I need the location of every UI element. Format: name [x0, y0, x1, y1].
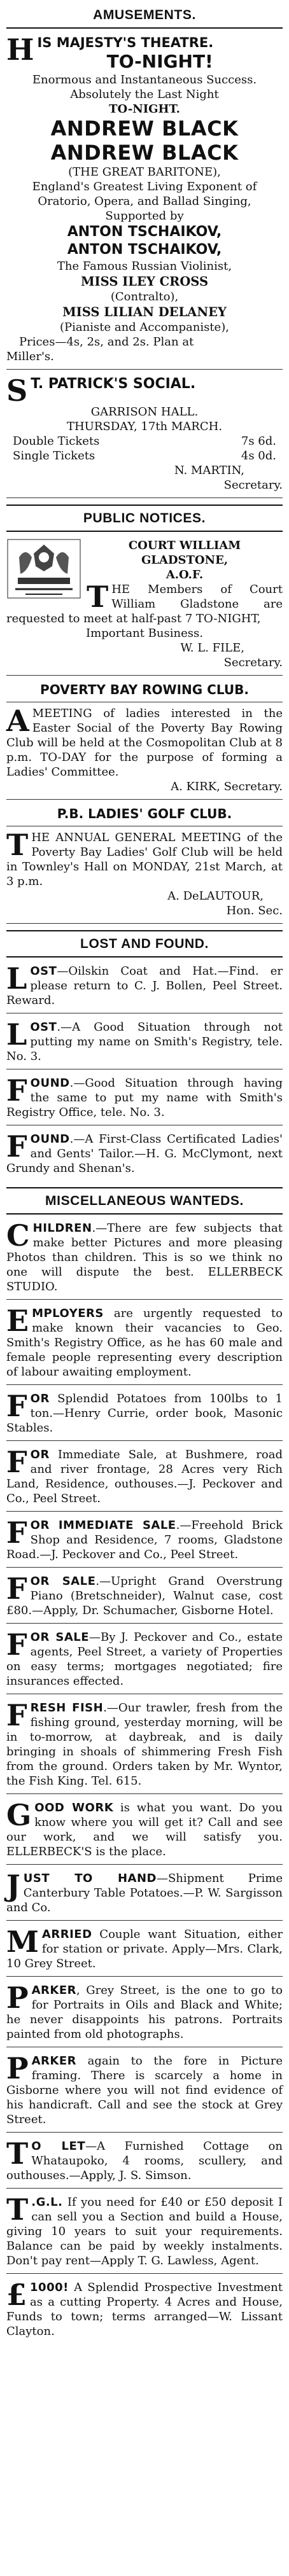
found-text: .—A First-Class Certificated Ladies' and Gents' Tailor.—H. G. McClymont, next Grundy and Shenan's.	[6, 1132, 283, 1175]
theatre-perf2: ANTON TSCHAIKOV,	[67, 242, 222, 258]
lost-text: —Oilskin Coat and Hat.—Find. er please return to C. J. Bollen, Peel Street. Reward.	[6, 964, 283, 1007]
wanted-text: —Shipment Prime Canterbury Table Potatoes.—P. W. Sargisson and Co.	[6, 1872, 283, 1914]
theatre-perf-desc: The Famous Russian Violinist,	[57, 260, 232, 273]
social-signer: N. MARTIN,	[174, 464, 244, 477]
wanted-item	[6, 2051, 283, 2133]
wanted-item	[6, 1218, 283, 1300]
wanted-drop-cap: F	[6, 1389, 27, 1423]
wanted-lead: RESH FISH	[30, 1701, 104, 1715]
golf-role: Hon. Sec.	[226, 904, 283, 917]
court-role: Secretary.	[223, 656, 283, 669]
wanted-item	[6, 1515, 283, 1568]
found-drop-cap: F	[6, 1129, 27, 1164]
theatre-prices2: Miller's.	[6, 350, 54, 363]
theatre-star2: ANDREW BLACK	[50, 141, 239, 165]
lodge-crest-icon	[6, 538, 81, 599]
theatre-drop-cap: H	[6, 32, 34, 67]
theatre-pianist-desc: (Pianiste and Accompaniste),	[60, 321, 229, 334]
wanted-item	[6, 1306, 283, 1385]
court-head2: GLADSTONE,	[141, 553, 229, 567]
wanted-drop-cap: T	[6, 2136, 29, 2171]
wanted-lead: MPLOYERS	[32, 1307, 104, 1320]
rowing-advert	[6, 682, 283, 800]
theatre-line1: Enormous and Instantaneous Success.	[32, 73, 257, 87]
section-heading-misc-wanteds: MISCELLANEOUS WANTEDS.	[6, 1187, 283, 1215]
golf-signer: A. DeLAUTOUR,	[167, 889, 264, 903]
wanted-lead: OR SALE	[30, 1631, 90, 1644]
theatre-singer: MISS ILEY CROSS	[80, 274, 209, 289]
wanted-drop-cap: J	[6, 1869, 20, 1903]
found-text: .—Good Situation through having the same to put my name with Smith's Registry Office, tele. No. 3.	[6, 1076, 283, 1119]
wanted-text: —By J. Peckover and Co., estate agents, Peel Street, a variety of Properties on easy terms; mortgages negotiated; fire insurances effected.	[6, 1631, 283, 1688]
theatre-perf1: ANTON TSCHAIKOV,	[67, 224, 222, 240]
found-item	[6, 1129, 283, 1181]
social-single-row	[6, 449, 283, 463]
wanted-item	[6, 1698, 283, 1794]
wanted-drop-cap: T	[6, 2192, 29, 2227]
lost-item	[6, 1017, 283, 1069]
wanted-lead: UST TO HAND	[23, 1872, 157, 1885]
wanted-list	[6, 1218, 283, 2344]
theatre-singer-desc: (Contralto),	[110, 290, 179, 303]
lost-lead: OST	[30, 964, 57, 978]
social-drop-cap: S	[6, 373, 28, 408]
wanted-lead: OR SALE	[30, 1575, 96, 1588]
social-double-row	[6, 434, 283, 449]
theatre-line2: Absolutely the Last Night	[70, 88, 219, 101]
wanted-item	[6, 1447, 283, 1512]
wanted-drop-cap: F	[6, 1445, 27, 1479]
social-double-price: 7s 6d.	[241, 435, 276, 448]
wanted-item	[6, 1391, 283, 1441]
court-signer: W. L. FILE,	[180, 641, 244, 655]
section-heading-public-notices: PUBLIC NOTICES.	[6, 505, 283, 532]
wanted-item	[6, 1800, 283, 1865]
wanted-lead: OR	[30, 1392, 50, 1405]
section-heading-amusements: AMUSEMENTS.	[6, 3, 283, 29]
court-advert	[6, 538, 283, 676]
social-title: T. PATRICK'S SOCIAL.	[31, 376, 196, 392]
social-single-label: Single Tickets	[13, 449, 95, 463]
wanted-text: , Grey Street, is the one to go to for Portraits in Oils and Black and White; he never disappoints his patrons. Portraits painted from old photographs.	[6, 1984, 283, 2041]
wanted-text: .—Upright Grand Overstrung Piano (Bretschneider), Walnut case, cost £80.—Apply, Dr. Schumacher, Gisborne Hotel.	[6, 1575, 283, 1617]
wanted-drop-cap: F	[6, 1571, 27, 1606]
court-drop-cap: T	[87, 580, 109, 614]
golf-body	[6, 830, 283, 889]
wanted-text: Immediate Sale, at Bushmere, road and river frontage, 28 Acres very Rich Land, Residence, outhouses.—J. Peckover and Co., Peel Street.	[6, 1448, 283, 1505]
wanted-drop-cap: F	[6, 1698, 27, 1732]
wanted-item	[6, 1983, 283, 2047]
found-lead: OUND	[30, 1076, 70, 1090]
wanted-lead: ARKER	[31, 2054, 76, 2068]
rowing-body-text: MEETING of ladies interested in the Easter Social of the Poverty Bay Rowing Club will be held at the Cosmopolitan Club at 8 p.m. TO-DAY for the purpose of forming a Ladies' Committee.	[6, 707, 283, 779]
wanted-text: .—There are few subjects that make better Pictures and more pleasing Photos than children. This is so we think no one will dispute the best. ELLERBECK STUDIO.	[6, 1222, 283, 1293]
found-drop-cap: F	[6, 1073, 27, 1108]
lost-drop-cap: L	[6, 1017, 27, 1052]
court-head3: A.O.F.	[166, 568, 204, 581]
rowing-body	[6, 706, 283, 779]
wanted-lead: OR	[30, 1448, 50, 1461]
wanted-item	[6, 1571, 283, 1624]
wanted-text: is what you want. Do you know where you will get it? Call and see our work, and we will satisfy you. ELLERBECK'S is the place.	[6, 1801, 283, 1858]
court-head1: COURT WILLIAM	[128, 539, 241, 552]
wanted-drop-cap: P	[6, 1981, 29, 2015]
theatre-prices: Prices—4s, 2s, and 2s. Plan at	[19, 335, 194, 349]
wanted-item	[6, 1927, 283, 1977]
lost-lead: OST	[30, 1020, 57, 1034]
social-title-line	[6, 373, 283, 408]
lost-drop-cap: L	[6, 961, 27, 996]
wanted-drop-cap: F	[6, 1515, 27, 1550]
wanted-text: again to the fore in Picture framing. There is scarcely a home in Gisborne where you will not find evidence of his handicraft. Call and see the stock at Grey Street.	[6, 2054, 283, 2126]
wanted-item	[6, 1871, 283, 1921]
wanted-text: are urgently requested to make known their vacancies to Geo. Smith's Registry Office, as he has 60 male and female people representing every description of labour awaiting employment.	[6, 1307, 283, 1379]
social-single-price: 4s 0d.	[241, 449, 276, 463]
lost-found-list	[6, 961, 283, 1181]
theatre-desc3: Supported by	[105, 209, 184, 223]
wanted-item	[6, 1627, 283, 1694]
court-business: Important Business.	[86, 627, 203, 640]
section-heading-lost-found: LOST AND FOUND.	[6, 930, 283, 957]
wanted-text: Splendid Potatoes from 100lbs to 1 ton.—Henry Currie, order book, Masonic Stables.	[6, 1392, 283, 1435]
wanted-drop-cap: G	[6, 1798, 32, 1832]
wanted-drop-cap: M	[6, 1925, 39, 1959]
wanted-lead: .G.L.	[31, 2196, 63, 2209]
theatre-pianist: MISS LILIAN DELANEY	[62, 305, 227, 319]
golf-advert	[6, 806, 283, 924]
wanted-text: .—Freehold Brick Shop and Residence, 7 rooms, Gladstone Road.—J. Peckover and Co., Peel Street.	[6, 1519, 283, 1561]
theatre-advert	[6, 32, 283, 370]
wanted-lead: O LET	[31, 2140, 86, 2153]
golf-body-text: HE ANNUAL GENERAL MEETING of the Poverty Bay Ladies' Golf Club will be held in Townley's Hall on MONDAY, 21st March, at 3 p.m.	[6, 831, 283, 888]
court-body-text: HE Members of Court William Gladstone are requested to meet at half-past 7 TO-NIGHT,	[6, 583, 283, 625]
wanted-item	[6, 2192, 283, 2274]
wanted-drop-cap: £	[6, 2278, 27, 2312]
golf-title: P.B. LADIES' GOLF CLUB.	[6, 806, 283, 826]
wanted-item	[6, 2136, 283, 2189]
rowing-title: POVERTY BAY ROWING CLUB.	[6, 682, 283, 702]
golf-drop-cap: T	[6, 828, 29, 862]
wanted-drop-cap: P	[6, 2051, 29, 2085]
wanted-text: Couple want Situation, either for station or private. Apply—Mrs. Clark, 10 Grey Street.	[6, 1928, 283, 1970]
theatre-desc1: England's Greatest Living Exponent of	[32, 180, 257, 193]
theatre-desc2: Oratorio, Opera, and Ballad Singing,	[38, 195, 251, 208]
social-date: THURSDAY, 17th MARCH.	[66, 420, 223, 433]
wanted-drop-cap: C	[6, 1218, 30, 1253]
rowing-drop-cap: A	[6, 704, 29, 738]
wanted-lead: 1000!	[30, 2281, 69, 2294]
wanted-drop-cap: E	[6, 1304, 29, 1338]
wanted-lead: OR IMMEDIATE SALE	[30, 1519, 176, 1532]
lost-item	[6, 961, 283, 1013]
theatre-star-sub: (THE GREAT BARITONE),	[68, 165, 221, 179]
found-item	[6, 1073, 283, 1125]
wanted-lead: ARKER	[31, 1984, 76, 1997]
wanted-lead: ARRIED	[41, 1928, 92, 1941]
found-lead: OUND	[30, 1132, 70, 1146]
wanted-text: A Splendid Prospective Investment as a cutting Property. 4 Acres and House, Funds to town; terms arranged—W. Lissant Clayton.	[6, 2281, 283, 2338]
theatre-venue: IS MAJESTY'S THEATRE.	[37, 35, 214, 50]
theatre-tonight: TO-NIGHT!	[106, 51, 213, 72]
social-double-label: Double Tickets	[13, 435, 100, 448]
wanted-text: —A Furnished Cottage on Whataupoko, 4 rooms, scullery, and outhouses.—Apply, J. S. Simson.	[6, 2140, 283, 2182]
social-role: Secretary.	[223, 478, 283, 492]
wanted-drop-cap: F	[6, 1627, 27, 1662]
wanted-item	[6, 2280, 283, 2344]
theatre-line3: TO-NIGHT.	[109, 102, 180, 116]
wanted-lead: OOD WORK	[34, 1801, 114, 1814]
wanted-lead: HILDREN	[32, 1222, 92, 1235]
theatre-star1: ANDREW BLACK	[50, 116, 239, 141]
wanted-text: If you need for £40 or £50 deposit I can sell you a Section and build a House, giving 10 years to suit your requirements. Balance can be paid by weekly instalments. Don't pay rent—Apply T. G. Lawless, Agent.	[6, 2196, 283, 2267]
social-hall: GARRISON HALL.	[90, 405, 199, 419]
lost-text: .—A Good Situation through not putting my name on Smith's Registry, tele. No. 3.	[6, 1020, 283, 1063]
wanted-text: .—Our trawler, fresh from the fishing ground, yesterday morning, will be in to-morrow, at daybreak, and is daily bringing in shoals of shimmering Fresh Fish from the ground. Orders taken by Mr. Wyntor, the Fish King. Tel. 615.	[6, 1701, 283, 1788]
social-advert	[6, 373, 283, 498]
rowing-signer: A. KIRK, Secretary.	[171, 780, 283, 793]
